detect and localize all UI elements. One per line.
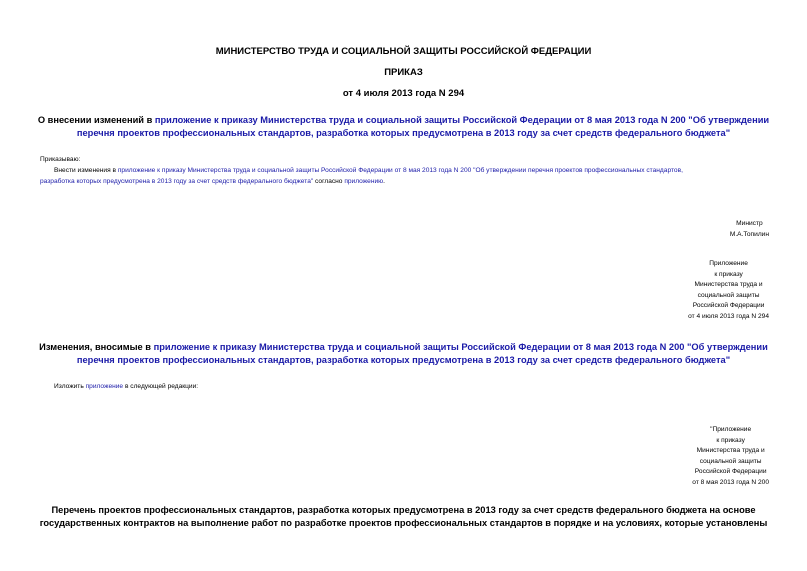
appendix-note-line: от 4 июля 2013 года N 294 — [688, 312, 769, 320]
doc-type-heading: ПРИКАЗ — [384, 67, 423, 78]
order-text-link-cont[interactable]: разработка которых предусмотрена в 2013 году за счет средств федерального бюджета" — [40, 177, 314, 185]
list-title-line2: государственных контрактов на выполнение работ по разработке проектов профессиональных стандартов в порядке и на условиях, которые установлены — [39, 517, 768, 528]
ministry-heading: МИНИСТЕРСТВО ТРУДА И СОЦИАЛЬНОЙ ЗАЩИТЫ РОССИЙСКОЙ ФЕДЕРАЦИИ — [215, 46, 592, 57]
order-text-mid: согласно — [313, 177, 345, 185]
appendix-note — [688, 259, 769, 322]
restate-link[interactable]: приложение — [85, 383, 124, 390]
signature-block — [730, 219, 769, 240]
order-text — [40, 166, 770, 187]
order-intro: Приказываю: — [40, 156, 81, 163]
appendix-note-line: Министерства труда и — [694, 281, 763, 288]
appendix-note-2-line: "Приложение — [710, 426, 752, 433]
signature-position: Министр — [736, 220, 763, 227]
appendix-note-2-line: социальной защиты — [699, 457, 762, 465]
order-title-link-cont[interactable]: перечня проектов профессиональных стандартов, разработка которых предусмотрена в 2013 году за счет средств федерального бюджета" — [76, 127, 731, 138]
appendix-note-line: Российской Федерации — [692, 302, 765, 309]
restate-prefix: Изложить — [54, 383, 86, 390]
order-text-prefix: Внести изменения в — [54, 167, 118, 174]
restate-suffix: в следующей редакции: — [123, 383, 199, 390]
changes-title-link[interactable]: приложение к приказу Министерства труда и социальной защиты Российской Федерации от 8 мая 2013 года N 200 "Об утверждении — [153, 342, 768, 352]
appendix-note-2-line: от 8 мая 2013 года N 200 — [692, 478, 769, 486]
appendix-link[interactable]: приложению — [344, 177, 384, 185]
order-text-end: . — [383, 177, 385, 185]
signature-name: М.А.Топилин — [729, 230, 769, 238]
appendix-note-2 — [692, 425, 769, 488]
appendix-note-line: социальной защиты — [697, 291, 760, 299]
order-title-prefix: О внесении изменений в — [37, 115, 155, 125]
appendix-note-2-line: Российской Федерации — [694, 468, 767, 475]
list-title-line1: Перечень проектов профессиональных стандартов, разработка которых предусмотрена в 2013 году за счет средств федерального бюджета на основе — [51, 505, 756, 515]
appendix-note-2-line: Министерства труда и — [696, 447, 765, 454]
order-text-link[interactable]: приложение к приказу Министерства труда и социальной защиты Российской Федерации от 8 мая 2013 года N 200 "Об утверждении перечня проектов профессиональных стандартов, — [117, 167, 683, 174]
changes-title — [30, 341, 777, 366]
appendix-note-line: к приказу — [714, 270, 743, 278]
date-number-heading: от 4 июля 2013 года N 294 — [342, 88, 465, 99]
appendix-note-line: Приложение — [709, 260, 748, 267]
list-title — [30, 504, 777, 529]
appendix-note-2-line: к приказу — [716, 436, 745, 444]
changes-title-prefix: Изменения, вносимые в — [39, 342, 154, 352]
restate-text — [54, 382, 198, 393]
changes-title-link-cont[interactable]: перечня проектов профессиональных стандартов, разработка которых предусмотрена в 2013 году за счет средств федерального бюджета" — [76, 354, 731, 365]
order-title — [30, 114, 777, 139]
order-title-link[interactable]: приложение к приказу Министерства труда и социальной защиты Российской Федерации от 8 мая 2013 года N 200 "Об утверждении — [154, 115, 770, 125]
